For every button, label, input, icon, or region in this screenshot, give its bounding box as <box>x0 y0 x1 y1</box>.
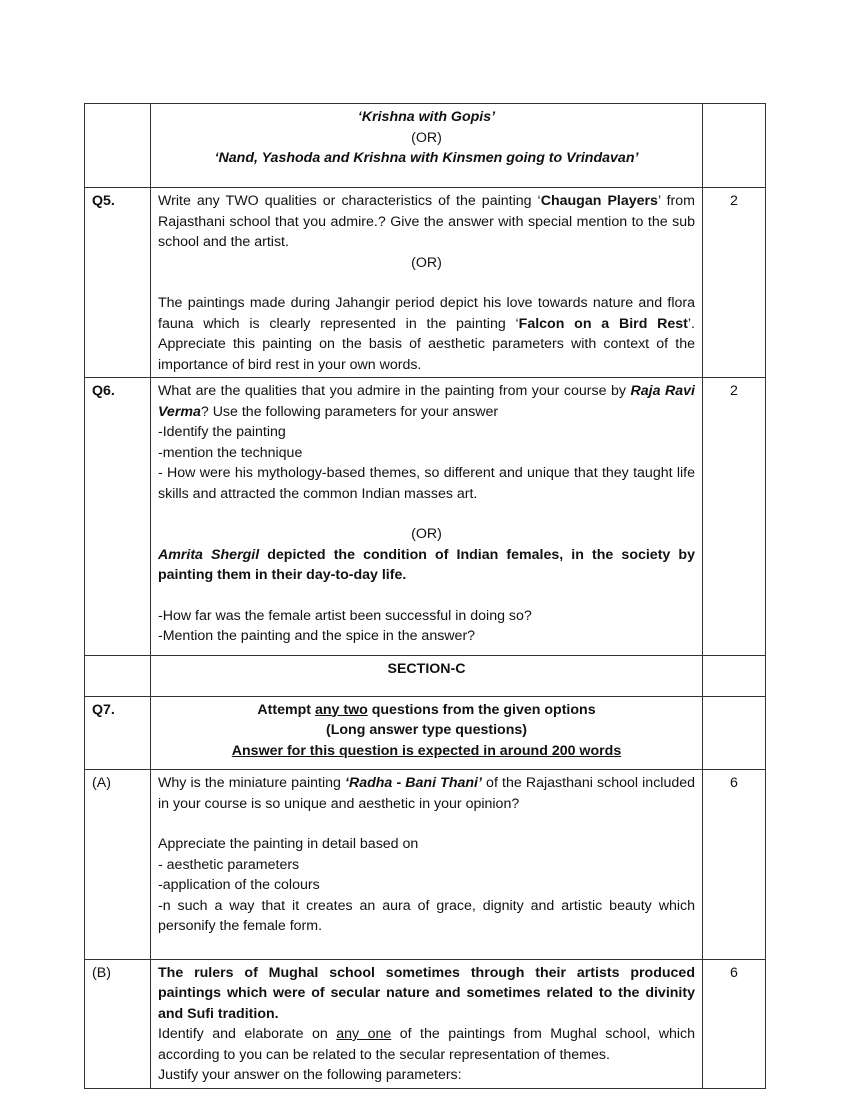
q6-a-text: What are the qualities that you admire in the painting from your course by <box>158 383 631 399</box>
q5-b-text: The paintings made during Jahangir period depict his love towards nature and flora fauna which is clearly represented in the painting ‘ <box>158 295 695 332</box>
q7-row <box>85 696 766 770</box>
q7-line-2: (Long answer type questions) <box>325 722 527 738</box>
qb-paragraph-2 <box>158 1024 695 1065</box>
qb-paragraph-3: Justify your answer on the following parameters: <box>158 1067 462 1083</box>
q5-content <box>151 188 703 378</box>
q6-a-text-2: ? Use the following parameters for your answer <box>200 403 499 420</box>
q6-content <box>151 378 703 656</box>
q7-l1-text: Attempt <box>257 701 315 718</box>
qb-row <box>85 959 766 1088</box>
intro-line-1: ‘Krishna with Gopis’ <box>357 109 496 125</box>
qb-marks: 6 <box>703 959 766 1088</box>
q5-a-painting: Chaugan Players <box>540 193 658 209</box>
q6-row <box>85 378 766 656</box>
q6-number: Q6. <box>85 378 151 656</box>
q5-b-painting: Falcon on a Bird Rest <box>518 315 688 332</box>
q6-option-a <box>158 381 695 422</box>
qb-p2-text-2: of the paintings from Mughal school, which according to you can be related to the secular representation of themes. <box>158 1026 695 1063</box>
q6-bullet-3: - How were his mythology-based themes, so different and unique that they taught life skills and attracted the common Indian masses art. <box>158 465 695 502</box>
q6-b-artist: Amrita Shergil <box>158 546 260 563</box>
qb-paragraph-1: The rulers of Mughal school sometimes through their artists produced paintings which were of secular nature and sometimes related to the divinity and Sufi tradition. <box>158 964 695 1022</box>
q6-bullet-2: -mention the technique <box>158 444 303 461</box>
q7-marks-cell <box>703 696 766 770</box>
qa-p1-text-2: of the Rajasthani school included in your course is so unique and aesthetic in your opinion? <box>158 775 696 812</box>
section-c-row <box>85 655 766 696</box>
q5-a-text-2: ’ from Rajasthani school that you admire.? Give the answer with special mention to the sub school and the artist. <box>158 193 695 250</box>
q5-a-text: Write any TWO qualities or characteristics of the painting ‘ <box>158 193 541 209</box>
section-c-qno-cell <box>85 655 151 696</box>
intro-row <box>85 104 766 188</box>
qa-p1-text: Why is the miniature painting <box>158 775 346 791</box>
q7-l1-emphasis: any two <box>314 701 368 718</box>
q6-option-b <box>158 545 695 586</box>
qa-painting: ‘Radha - Bani Thani’ <box>345 775 482 791</box>
intro-or: (OR) <box>411 129 442 146</box>
section-c-title: SECTION-C <box>151 655 703 696</box>
intro-content <box>151 104 703 188</box>
q7-line-3: Answer for this question is expected in around 200 words <box>231 742 622 759</box>
qa-paragraph-1 <box>158 773 695 814</box>
intro-line-2: ‘Nand, Yashoda and Krishna with Kinsmen going to Vrindavan’ <box>214 150 639 166</box>
qb-p2-text: Identify and elaborate on <box>158 1026 337 1042</box>
q7-l1-text-2: questions from the given options <box>367 701 596 718</box>
q5-b-text-2: ’. Appreciate this painting on the basis of aesthetic parameters with context of the importance of bird rest in your own words. <box>158 315 695 373</box>
qa-line-1: Appreciate the painting in detail based on <box>158 836 419 852</box>
q6-b-text: depicted the condition of Indian females, in the society by painting them in their day-to-day life. <box>158 546 695 583</box>
q6-b-line-2: -Mention the painting and the spice in the answer? <box>158 628 476 644</box>
q6-bullet-1: -Identify the painting <box>158 424 286 440</box>
qa-line-2: - aesthetic parameters <box>158 856 300 873</box>
section-c-marks-cell <box>703 655 766 696</box>
q7-instructions <box>151 696 703 770</box>
qa-content <box>151 770 703 960</box>
q5-option-b <box>158 293 695 375</box>
q6-a-artist: Raja Ravi Verma <box>158 383 695 420</box>
q5-or: (OR) <box>411 254 442 271</box>
qa-line-3: -application of the colours <box>158 877 320 893</box>
qa-marks: 6 <box>703 770 766 960</box>
qa-line-4: -n such a way that it creates an aura of grace, dignity and artistic beauty which personify the female form. <box>158 897 695 934</box>
qb-number: (B) <box>85 959 151 1088</box>
qb-p2-emphasis: any one <box>336 1026 392 1042</box>
qa-number: (A) <box>85 770 151 960</box>
intro-qno-cell <box>85 104 151 188</box>
q7-number: Q7. <box>85 696 151 770</box>
qa-row <box>85 770 766 960</box>
intro-marks-cell <box>703 104 766 188</box>
q6-marks: 2 <box>703 378 766 656</box>
qb-content <box>151 959 703 1088</box>
q5-option-a <box>158 191 695 253</box>
q5-number: Q5. <box>85 188 151 378</box>
q7-line-1 <box>158 700 695 721</box>
question-table <box>84 103 766 1089</box>
q6-or: (OR) <box>411 526 442 542</box>
q5-row <box>85 188 766 378</box>
q5-marks: 2 <box>703 188 766 378</box>
q6-b-line-1: -How far was the female artist been successful in doing so? <box>158 607 532 624</box>
